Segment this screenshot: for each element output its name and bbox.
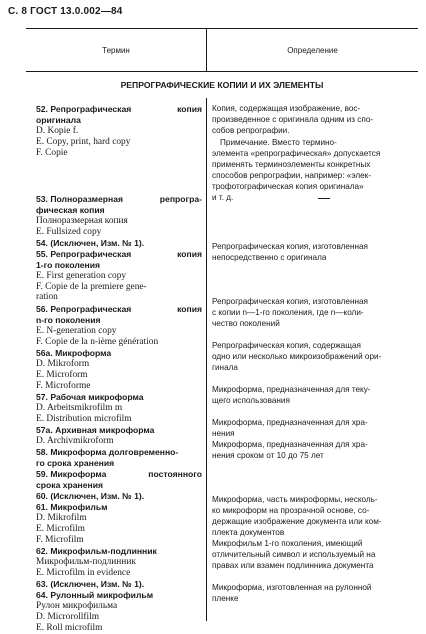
term-text: го срока хранения: [36, 458, 115, 468]
definition-line: [212, 115, 418, 126]
definition-text: плекта документов: [212, 528, 285, 537]
definition-text: применять терминоэлементы конкретных: [212, 160, 371, 169]
term-text: 1-го поколения: [36, 260, 101, 270]
term-text: 59. Микроформа: [36, 469, 107, 479]
definition-column-header: Определение: [287, 45, 338, 55]
term-line: [36, 381, 202, 392]
term-text: Полноразмерная копия: [36, 216, 128, 226]
definition-line: [212, 385, 418, 396]
term-text: E. Microform: [36, 370, 88, 380]
term-line: [36, 458, 202, 469]
definition-line: [212, 104, 418, 115]
term-column-header: Термин: [102, 45, 130, 55]
term-text: E. Distribution microfilm: [36, 414, 132, 424]
term-line: [36, 425, 202, 436]
definition-line: [212, 594, 418, 605]
definition-line: [212, 341, 418, 352]
definition-text: Репрографическая копия, изготовленная: [212, 297, 368, 306]
term-text: ration: [36, 292, 58, 302]
term-line: [36, 238, 202, 249]
term-line: [36, 568, 202, 579]
column-divider: [206, 98, 207, 621]
term-line: [36, 623, 202, 634]
term-text: F. Copie de la premiere gene-: [36, 282, 147, 292]
term-text: D. Mikrofilm: [36, 513, 87, 523]
term-text: E. First generation copy: [36, 271, 127, 281]
term-line: [36, 315, 202, 326]
term-line: [36, 601, 202, 612]
definition-text: чество поколений: [212, 319, 280, 328]
term-line: [36, 403, 202, 414]
term-line: [36, 348, 202, 359]
term-text: 62. Микрофильм-подлинник: [36, 546, 157, 556]
term-line: [36, 326, 202, 337]
term-line: [36, 480, 202, 491]
term-text: оригинала: [36, 115, 81, 125]
term-text: n-го поколения: [36, 315, 101, 325]
definition-text: Примечание. Вместо термино-: [220, 138, 337, 147]
term-text: фическая копия: [36, 205, 105, 215]
definition-text: гинала: [212, 363, 238, 372]
term-text: срока хранения: [36, 480, 104, 490]
table-header: [26, 28, 418, 72]
definition-text: Микроформа, предназначенная для хра-: [212, 418, 368, 427]
definition-line: [212, 583, 418, 594]
term-text: E. Microfilm in evidence: [36, 568, 131, 578]
definition-text: Копия, содержащая изображение, вос-: [212, 104, 361, 113]
term-line: [36, 469, 202, 480]
definition-line: [212, 126, 418, 137]
term-text: D. Kopie f.: [36, 126, 79, 136]
term-text: 55. Репрографическая: [36, 249, 132, 259]
term-text: E. Copy, print, hard copy: [36, 137, 131, 147]
term-line: [36, 137, 202, 148]
definition-text: Микрофильм 1-го поколения, имеющий: [212, 539, 363, 548]
term-line: [36, 590, 202, 601]
term-text: F. Copie: [36, 148, 68, 158]
term-line: [36, 392, 202, 403]
definition-line: [212, 429, 418, 440]
term-text: копия: [177, 249, 202, 259]
term-text: Микрофильм-подлинник: [36, 557, 136, 567]
term-text: F. Microforme: [36, 381, 91, 391]
term-text: 56а. Микроформа: [36, 348, 112, 358]
definition-text: отличительный символ и используемый на: [212, 550, 376, 559]
term-text: копия: [177, 304, 202, 314]
definition-text: пленке: [212, 594, 239, 603]
definition-text: Микроформа, предназначенная для хра-: [212, 440, 368, 449]
term-line: [36, 414, 202, 425]
term-line: [36, 546, 202, 557]
term-text: репрогра-: [159, 194, 202, 204]
term-text: D. Microrollfilm: [36, 612, 100, 622]
term-line: [36, 513, 202, 524]
definition-text: с копии n—1-го поколения, где n—коли-: [212, 308, 364, 317]
term-text: E. Fullsized copy: [36, 227, 102, 237]
term-line: [36, 436, 202, 447]
definition-line: [212, 182, 418, 193]
term-line: [36, 104, 202, 115]
term-line: [36, 557, 202, 568]
term-text: 58. Микроформа долговременно-: [36, 447, 179, 457]
term-text: D. Arbeitsmikrofilm m: [36, 403, 123, 413]
definition-line: [212, 308, 418, 319]
definition-line: [212, 528, 418, 539]
definition-text: Репрографическая копия, содержащая: [212, 341, 361, 350]
definition-line: [212, 561, 418, 572]
term-text: копия: [177, 104, 202, 114]
term-text: E. Microfilm: [36, 524, 85, 534]
term-text: 57а. Архивная микроформа: [36, 425, 155, 435]
term-line: [36, 249, 202, 260]
definition-text: Микроформа, предназначенная для теку-: [212, 385, 371, 394]
definition-line: [212, 418, 418, 429]
definition-line: [212, 506, 418, 517]
definition-line: [212, 297, 418, 308]
definition-text: произведенное с оригинала одним из спо-: [212, 115, 374, 124]
definition-text: Репрографическая копия, изготовленная: [212, 242, 368, 251]
definition-text: одно или несколько микроизображений ори-: [212, 352, 382, 361]
definition-line: [212, 517, 418, 528]
definition-line: [212, 253, 418, 264]
term-text: F. Microfilm: [36, 535, 84, 545]
term-text: D. Archivmikroform: [36, 436, 114, 446]
definition-line: [212, 495, 418, 506]
term-text: F. Copie de la n-ième génération: [36, 337, 159, 347]
term-line: [36, 282, 202, 293]
term-text: постоянного: [148, 469, 202, 479]
definition-text: способов репрографии, например: «элек-: [212, 171, 371, 180]
term-text: E. N-generation copy: [36, 326, 117, 336]
definition-line: [220, 138, 418, 149]
term-text: 61. Микрофильм: [36, 502, 108, 512]
term-text: E. Roll microfilm: [36, 623, 103, 633]
definition-line: [212, 363, 418, 374]
definition-text: держащие изображение документа или ком-: [212, 517, 382, 526]
definition-text: непосредственно с оригинала: [212, 253, 327, 262]
term-line: [36, 491, 202, 502]
term-line: [36, 579, 202, 590]
term-line: [36, 502, 202, 513]
section-title: РЕПРОГРАФИЧЕСКИЕ КОПИИ И ИХ ЭЛЕМЕНТЫ: [120, 80, 324, 90]
definition-text: собов репрографии.: [212, 126, 290, 135]
term-line: [36, 304, 202, 315]
term-line: [36, 216, 202, 227]
term-line: [36, 524, 202, 535]
term-line: [36, 447, 202, 458]
term-line: [36, 370, 202, 381]
definition-text: и т. д.: [212, 193, 234, 202]
term-text: 54. (Исключен, Изм. № 1).: [36, 238, 145, 248]
definition-line: [212, 171, 418, 182]
term-line: [36, 359, 202, 370]
term-text: Рулон микрофильма: [36, 601, 118, 611]
definition-line: [212, 193, 418, 204]
definition-line: [212, 539, 418, 550]
term-line: [36, 260, 202, 271]
definition-text: Микроформа, изготовленная на рулонной: [212, 583, 372, 592]
definition-text: нения: [212, 429, 235, 438]
definition-line: [212, 451, 418, 462]
term-line: [36, 194, 202, 205]
definition-text: нения сроком от 10 до 75 лет: [212, 451, 324, 460]
term-line: [36, 535, 202, 546]
term-line: [36, 126, 202, 137]
term-line: [36, 227, 202, 238]
term-text: 53. Полноразмерная: [36, 194, 124, 204]
definition-text: правах или взамен подлинника документа: [212, 561, 374, 570]
definition-line: [212, 149, 418, 160]
definition-line: [212, 242, 418, 253]
definition-line: [212, 440, 418, 451]
definition-line: [212, 319, 418, 330]
definition-text: ко микроформ на прозрачной основе, со-: [212, 506, 370, 515]
definition-line: [212, 160, 418, 171]
definition-line: [212, 550, 418, 561]
definition-line: [212, 396, 418, 407]
term-line: [36, 337, 202, 348]
term-line: [36, 205, 202, 216]
term-line: [36, 271, 202, 282]
page-header: С. 8 ГОСТ 13.0.002—84: [8, 6, 123, 17]
term-text: 64. Рулонный микрофильм: [36, 590, 154, 600]
definition-text: щего использования: [212, 396, 290, 405]
term-line: [36, 148, 202, 159]
term-text: 63. (Исключен, Изм. № 1).: [36, 579, 145, 589]
term-line: [36, 115, 202, 126]
term-text: 56. Репрографическая: [36, 304, 132, 314]
definition-text: Микроформа, часть микроформы, несколь-: [212, 495, 378, 504]
definition-text: трофотографическая копия оригинала»: [212, 182, 364, 191]
term-text: 60. (Исключен, Изм. № 1).: [36, 491, 145, 501]
term-text: 57. Рабочая микроформа: [36, 392, 144, 402]
term-text: 52. Репрографическая: [36, 104, 132, 114]
term-line: [36, 292, 202, 303]
definition-text: элемента «репрографическая» допускается: [212, 149, 381, 158]
term-text: D. Mikroform: [36, 359, 90, 369]
definition-line: [212, 352, 418, 363]
